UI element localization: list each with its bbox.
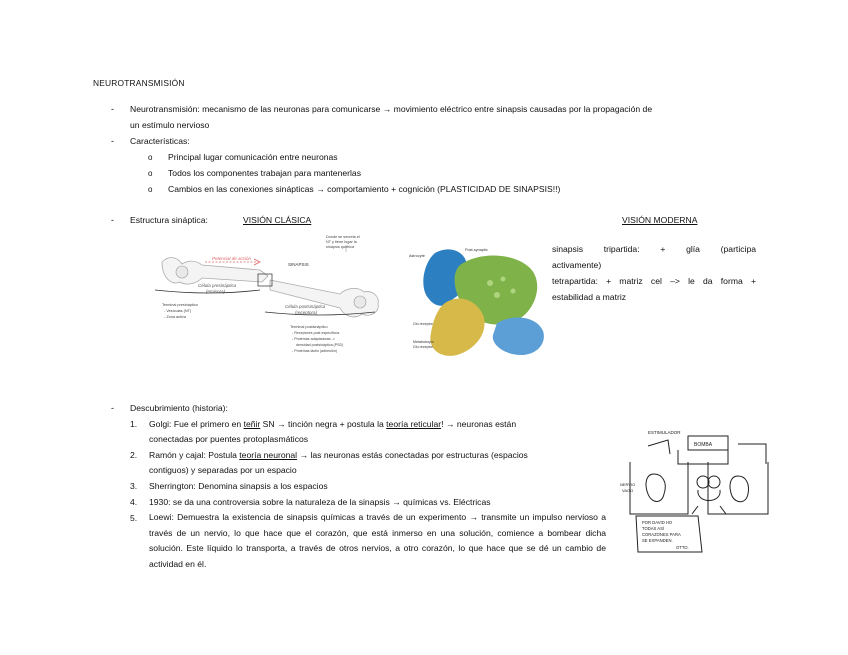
figure-label: Glu receptor: [413, 322, 433, 326]
sketch-label: ESTIMULADOR: [648, 430, 681, 435]
history-heading: Descubrimiento (historia):: [130, 403, 228, 413]
circle-bullet-icon: o: [148, 169, 153, 178]
item-number: 3.: [130, 481, 138, 491]
figure-label: Glu receptor: [413, 345, 433, 349]
figure-label: - Proteínas láctin (adhesión): [292, 349, 337, 353]
figure-label: Astrocyte: [409, 254, 425, 258]
figure-label: SINAPSIS: [288, 262, 309, 267]
item-number: 1.: [130, 419, 138, 429]
item-number: 4.: [130, 497, 138, 507]
figure-label: - Proteínas adaptadoras ->: [292, 337, 335, 341]
figure-label: Potencial de acción: [212, 256, 252, 261]
history-item-loewi: Loewi: Demuestra la existencia de sinapsis químicas a través de un experimento → transmite un impulso nervioso a través de un nervio, lo que hace que el corazón, que está inmerso en una solución, comience a bombear dicha solución. Este líquido lo transporta, a través de otros nervios, a otro corazón, lo que hace que se dé un cambio de actividad en él.: [149, 512, 606, 569]
history-item-1930: 1930: se da una controversia sobre la naturaleza de la sinapsis → químicas vs. Eléctricas: [149, 497, 491, 507]
figure-label: Célula postsináptica: [285, 304, 326, 309]
feature-item: Todos los componentes trabajan para mantenerlas: [168, 168, 361, 178]
figure-label: Post-synaptic: [465, 248, 488, 252]
tripartite-synapse-figure: [405, 243, 550, 361]
page-title: NEUROTRANSMISIÓN: [93, 78, 185, 88]
figure-label: - Zona activa: [164, 315, 186, 319]
history-item-sherrington: Sherrington: Denomina sinapsis a los espacios: [149, 481, 328, 491]
modern-text-line: activamente): [552, 260, 602, 270]
figure-label: densidad postsináptica (PSD): [296, 343, 344, 347]
classic-view-heading: VISIÓN CLÁSICA: [243, 215, 312, 225]
dash-bullet: -: [111, 403, 114, 413]
figure-label: (receptora): [295, 310, 318, 315]
structure-heading: Estructura sináptica:: [130, 215, 208, 225]
feature-item: Cambios en las conexiones sinápticas → comportamiento + cognición (PLASTICIDAD DE SINAPSIS!!): [168, 184, 561, 194]
loewi-experiment-sketch: [618, 424, 778, 562]
circle-bullet-icon: o: [148, 185, 153, 194]
item-number: 5.: [130, 513, 138, 523]
circle-bullet-icon: o: [148, 153, 153, 162]
figure-label: NT y tiene lugar la: [326, 240, 357, 244]
history-item-cajal: Ramón y cajal: Postula teoría neuronal → las neuronas estás conectadas por estructuras (espacios: [149, 450, 528, 460]
figure-label: - Vesículas (NT): [164, 309, 192, 313]
modern-view-heading: VISIÓN MODERNA: [622, 215, 698, 225]
sketch-note-line: OTTO.: [676, 545, 689, 550]
modern-text-line: sinapsis tripartida: + glía (participa: [552, 244, 756, 254]
dash-bullet: -: [111, 215, 114, 225]
tripartite-illustration: [423, 249, 544, 355]
dash-bullet: -: [111, 104, 114, 114]
sketch-note-line: CORAZONES PARA: [642, 532, 681, 537]
item-number: 2.: [130, 450, 138, 460]
feature-item: Principal lugar comunicación entre neuronas: [168, 152, 338, 162]
figure-label: (emisora): [206, 289, 226, 294]
sketch-note-line: TODAS ASÍ: [642, 526, 665, 531]
sketch-label: VAGO: [622, 488, 634, 493]
figure-label: Metabotropic: [413, 340, 434, 344]
history-item-line: conectadas por puentes protoplasmáticos: [149, 434, 309, 444]
history-item-golgi: Golgi: Fue el primero en teñir SN → tinción negra + postula la teoría reticular! → neuronas están: [149, 419, 517, 429]
figure-label: Célula presináptica: [198, 283, 237, 288]
classic-synapse-figure: [150, 232, 390, 367]
figure-label: sinapsis química: [326, 245, 355, 249]
modern-text-line: estabilidad a matriz: [552, 292, 627, 302]
modern-text-line: tetrapartida: + matriz cel –> le da forma +: [552, 276, 756, 286]
figure-label: Donde se secreta el: [326, 235, 360, 239]
sketch-note-line: POR DAVID HO: [642, 520, 673, 525]
history-item-line: contiguos) y separadas por un espacio: [149, 465, 297, 475]
features-heading: Características:: [130, 136, 190, 146]
figure-label: Terminal postsináptico: [290, 325, 328, 329]
intro-line-2: un estímulo nervioso: [130, 120, 210, 130]
sketch-label: BOMBA: [694, 442, 713, 448]
dash-bullet: -: [111, 136, 114, 146]
sketch-label: NERVIO: [620, 482, 636, 487]
figure-label: - Receptores post específicos: [292, 331, 340, 335]
figure-label: Terminal presináptico: [162, 303, 198, 307]
sketch-note-line: SE EXPANDEN.: [642, 538, 673, 543]
intro-line-1: Neurotransmisión: mecanismo de las neuronas para comunicarse → movimiento eléctrico entre sinapsis causadas por la propagación de: [130, 104, 653, 114]
